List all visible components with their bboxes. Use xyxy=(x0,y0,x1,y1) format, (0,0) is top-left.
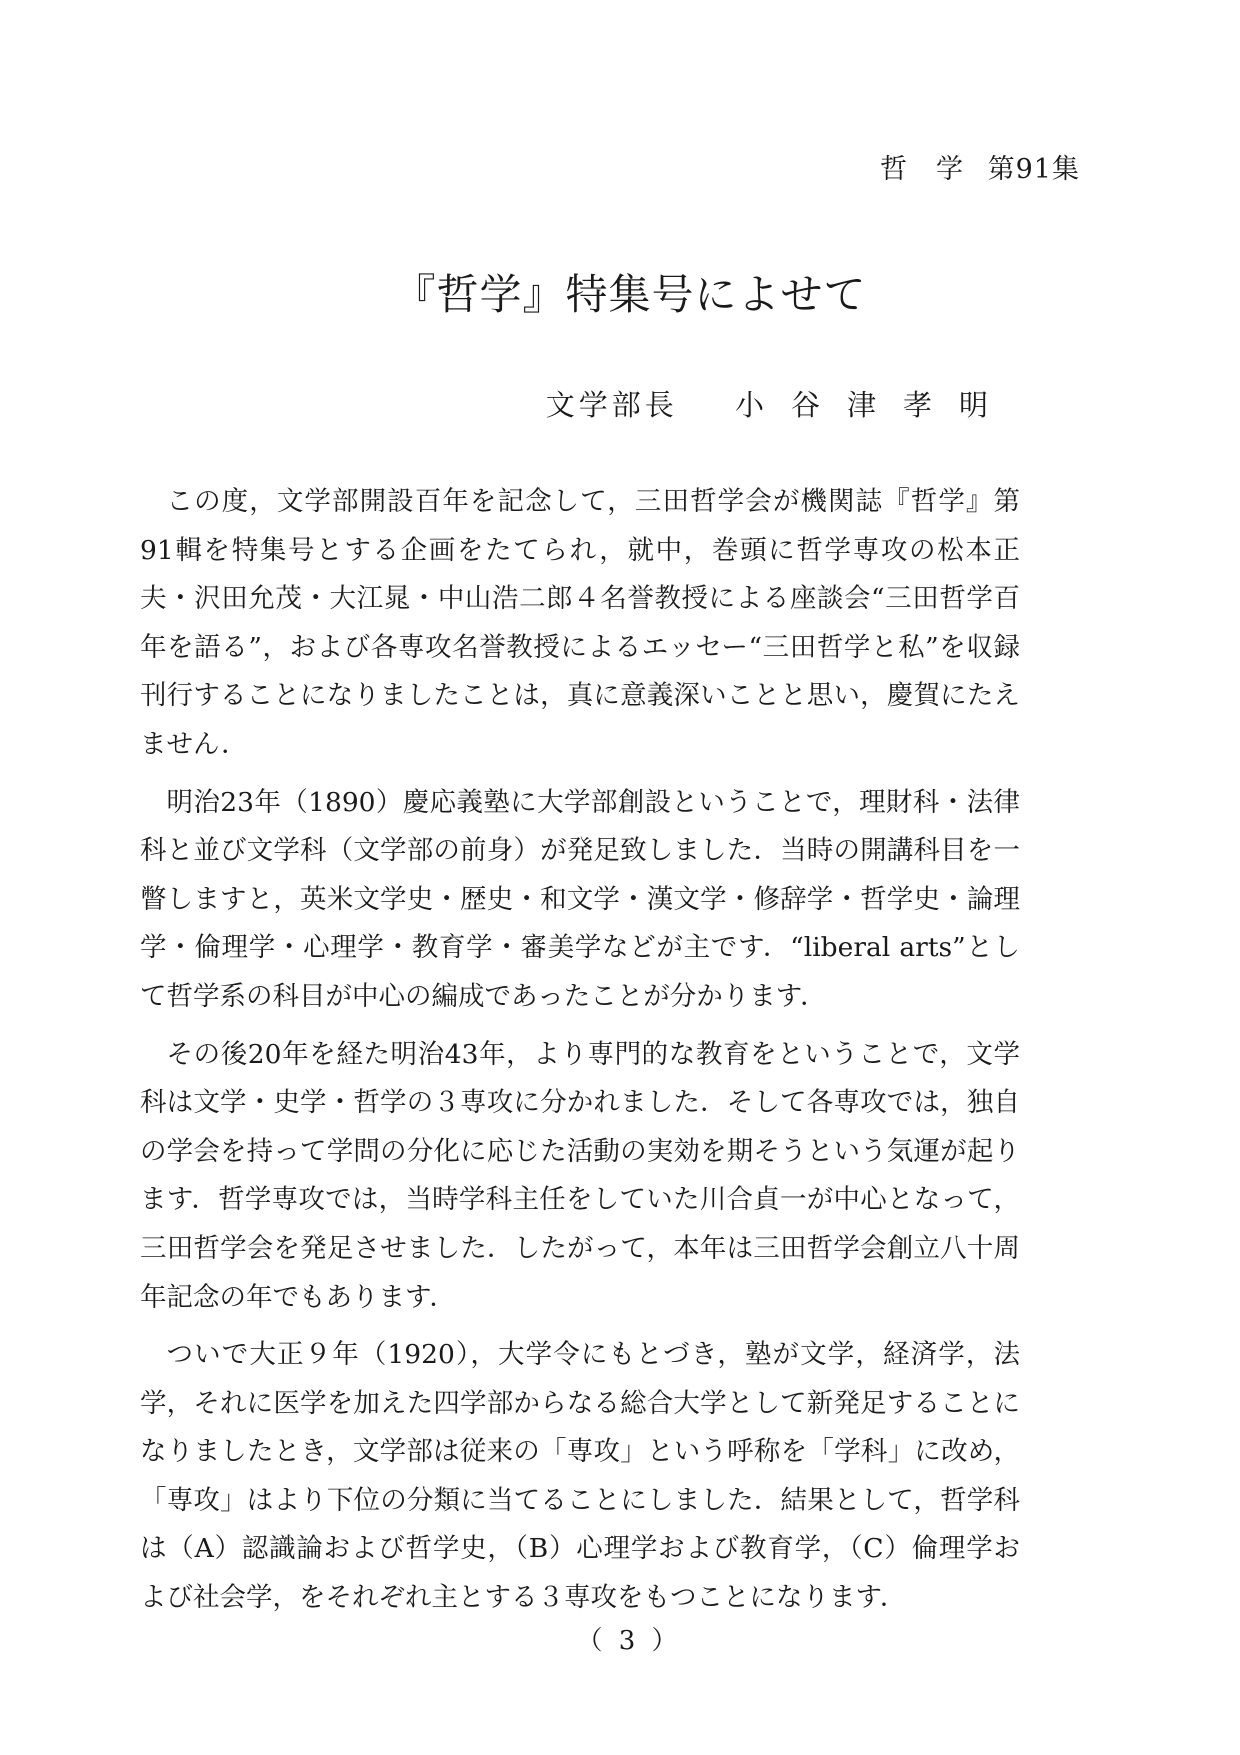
paragraph: 明治23年（1890）慶応義塾に大学部創設ということで，理財科・法律科と並び文学科（文学部の前身）が発足致しました．当時の開講科目を一瞥しますと，英米文学史・歴史・和文学・漢文学・修辞学・哲学史・論理学・倫理学・心理学・教育学・審美学などが主です．“liberal arts”として哲学系の科目が中心の編成であったことが分かります． xyxy=(140,786,1020,1012)
page-number: （ 3 ） xyxy=(576,1626,682,1656)
author-role: 文学部長 xyxy=(545,388,678,422)
article-body xyxy=(140,478,1020,1632)
journal-header: 哲 学 第91集 xyxy=(880,154,1080,185)
author-name: 小谷津孝明 xyxy=(734,388,1015,422)
paragraph: この度，文学部開設百年を記念して，三田哲学会が機関誌『哲学』第91輯を特集号とする企画をたてられ，就中，巻頭に哲学専攻の松本正夫・沢田允茂・大江晁・中山浩二郎４名誉教授による座談会“三田哲学百年を語る”，および各専攻名誉教授によるエッセー“三田哲学と私”を収録刊行することになりましたことは，真に意義深いことと思い，慶賀にたえません． xyxy=(140,486,1020,760)
author-line xyxy=(546,383,1015,424)
paragraph: ついで大正９年（1920），大学令にもとづき，塾が文学，経済学，法学，それに医学を加えた四学部からなる総合大学として新発足することになりましたとき，文学部は従来の「専攻」という呼称を「学科」に改め，「専攻」はより下位の分類に当てることにしました．結果として，哲学科は（A）認識論および哲学史，（B）心理学および教育学，（C）倫理学および社会学，をそれぞれ主とする３専攻をもつことになります． xyxy=(140,1339,1020,1614)
article-title: 『哲学』特集号によせて xyxy=(393,270,867,319)
paragraph: その後20年を経た明治43年，より専門的な教育をということで，文学科は文学・史学・哲学の３専攻に分かれました．そして各専攻では，独自の学会を持って学問の分化に応じた活動の実効を期そうという気運が起ります．哲学専攻では，当時学科主任をしていた川合貞一が中心となって，三田哲学会を発足させました．したがって，本年は三田哲学会創立八十周年記念の年でもあります． xyxy=(140,1038,1020,1313)
